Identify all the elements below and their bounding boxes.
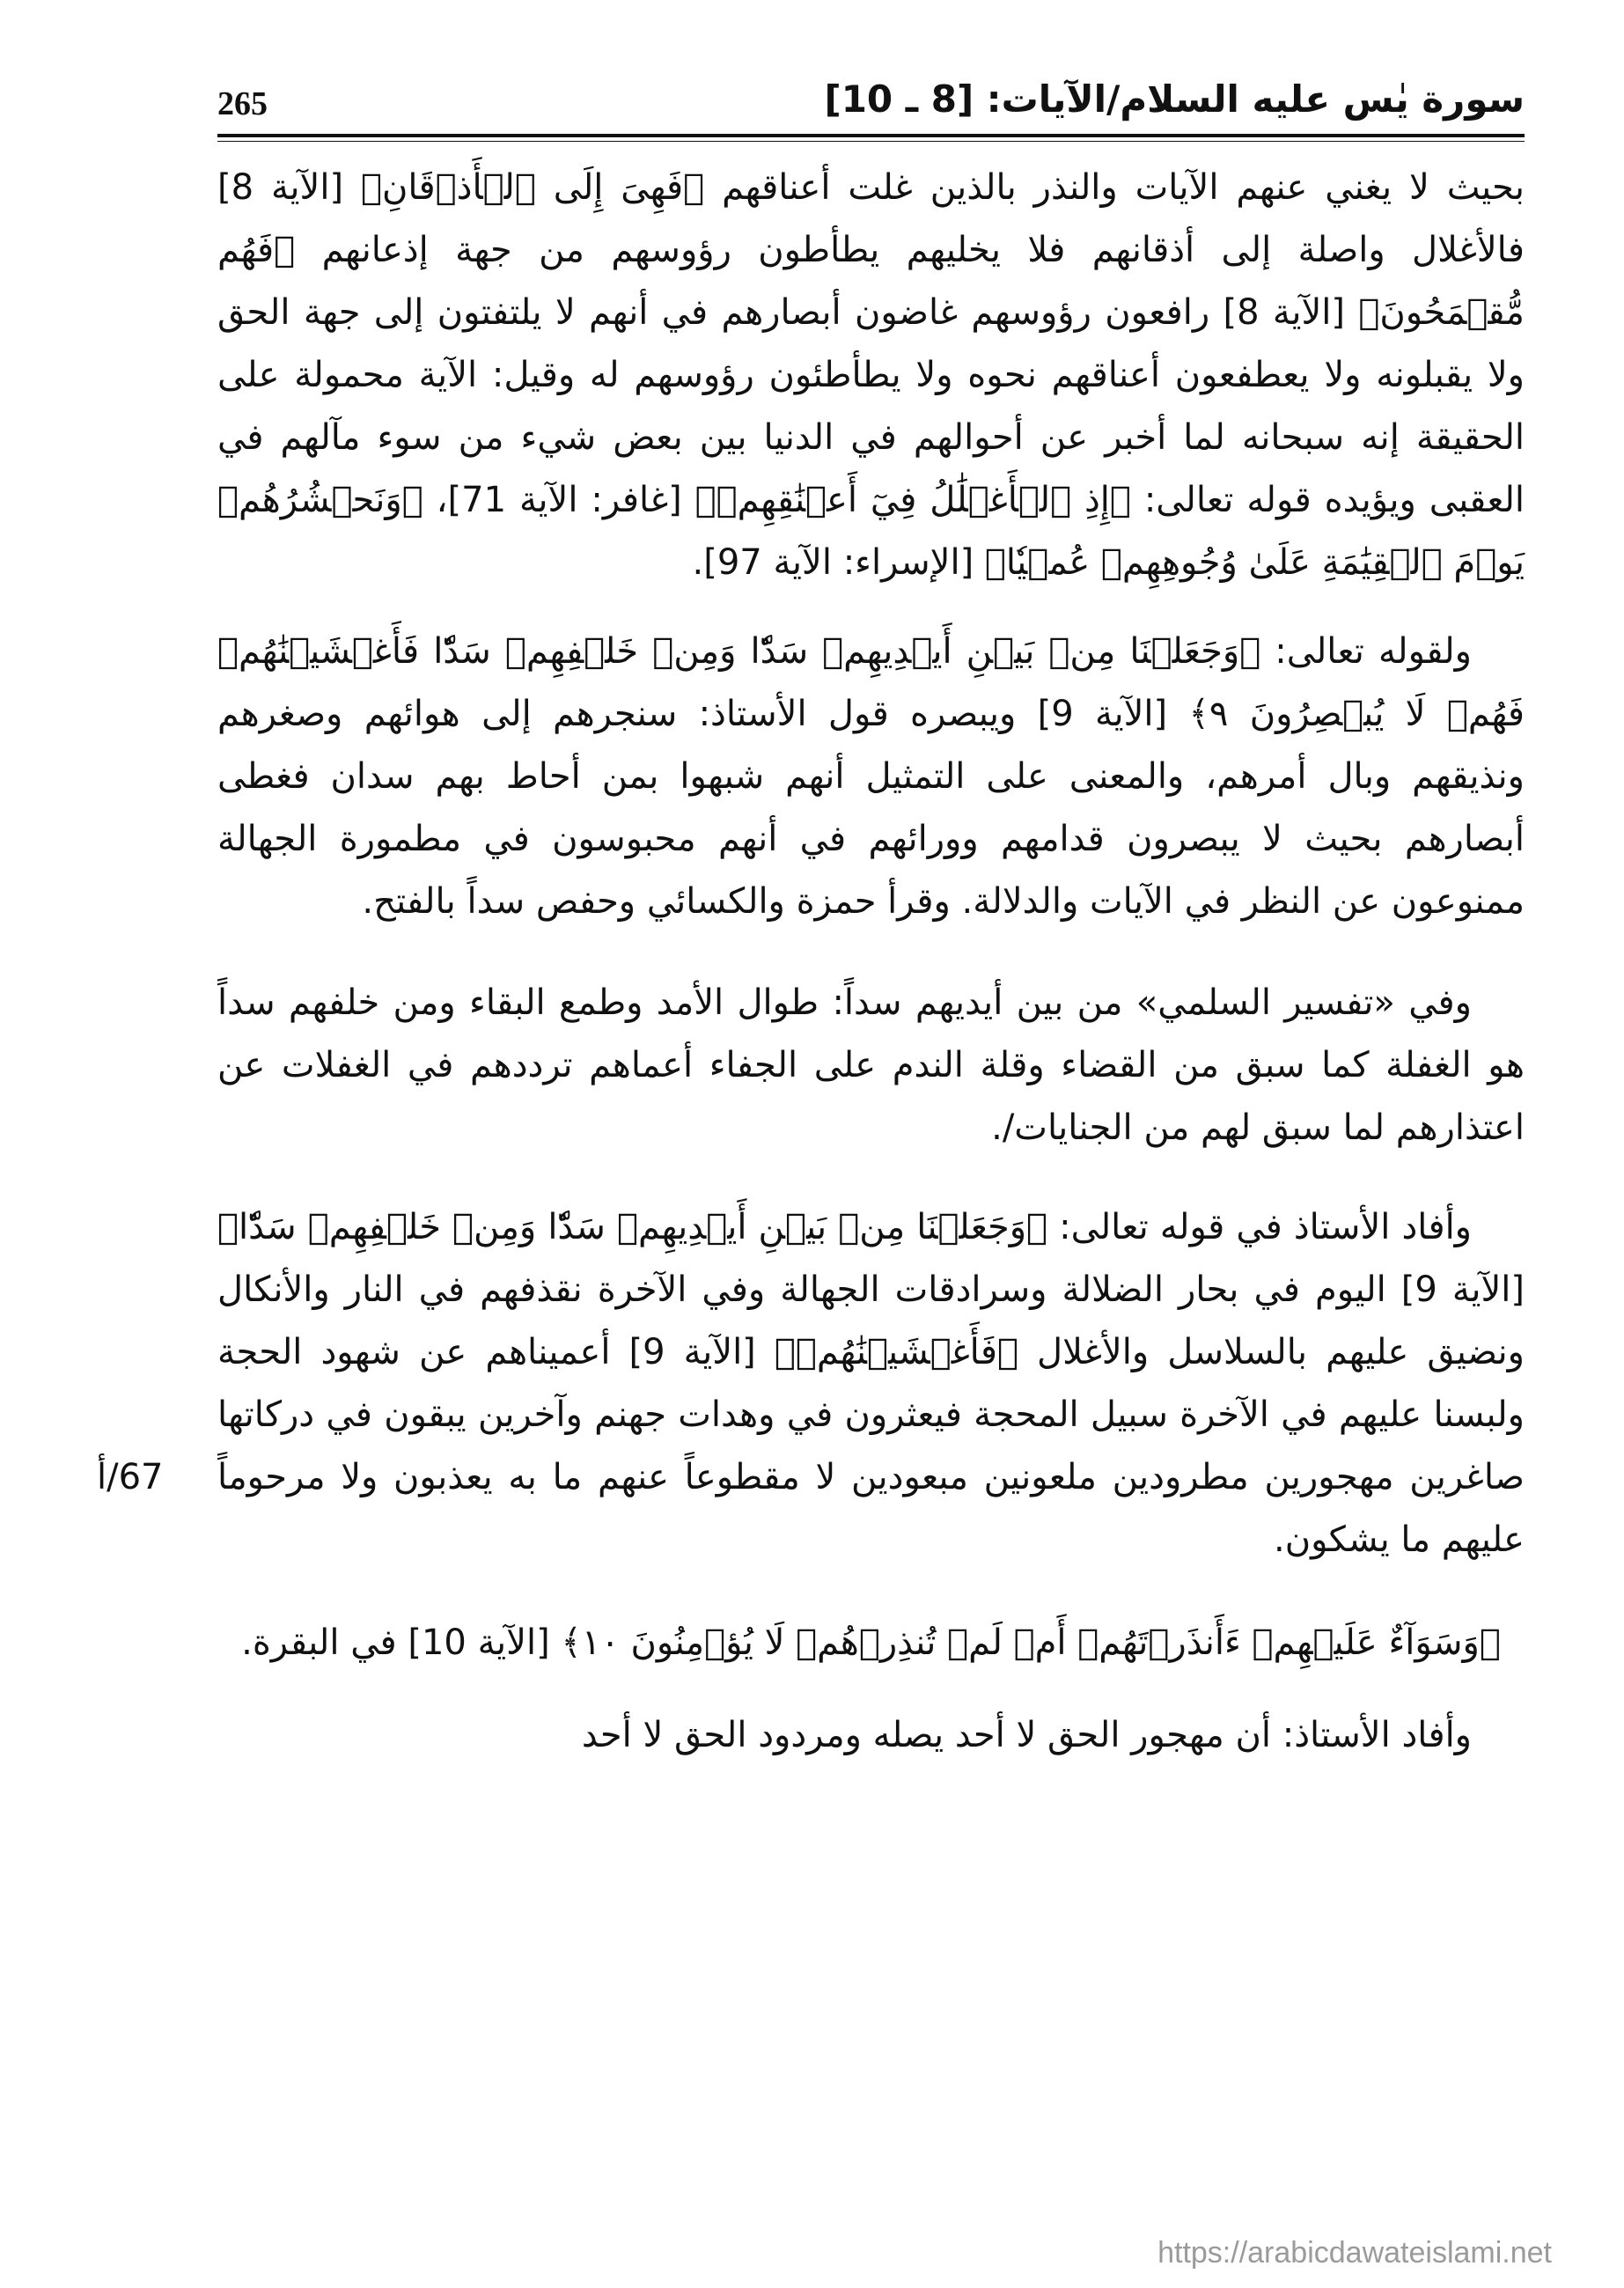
margin-note: 67/أ: [97, 1457, 164, 1497]
header-rule-thin: [217, 141, 1525, 142]
paragraph: بحيث لا يغني عنهم الآيات والنذر بالذين غلت أعناقهم ﴿فَهِىَ إِلَى ٱلۡأَذۡقَانِ﴾ [الآية 8] فالأغلال واصلة إلى أذقانهم فلا يخليهم يطأطون رؤوسهم من جهة إذعانهم ﴿فَهُم مُّقۡمَحُونَ﴾ [الآية 8] رافعون رؤوسهم غاضون أبصارهم في أنهم لا يلتفتون إلى جهة الحق ولا يقبلونه ولا يعطفعون أعناقهم نحوه ولا يطأطئون رؤوسهم له وقيل: الآية محمولة على الحقيقة إنه سبحانه لما أخبر عن أحوالهم في الدنيا بين بعض شيء من سوء مآلهم في العقبى ويؤيده قوله تعالى: ﴿إِذِ ٱلۡأَغۡلَٰلُ فِيٓ أَعۡنَٰقِهِمۡ﴾ [غافر: الآية 71]، ﴿وَنَحۡشُرُهُمۡ يَوۡمَ ٱلۡقِيَٰمَةِ عَلَىٰ وُجُوهِهِمۡ عُمۡيٗا﴾ [الإسراء: الآية 97].: [217, 167, 1525, 583]
body-text: [217, 157, 1525, 1767]
paragraph: ولقوله تعالى: ﴿وَجَعَلۡنَا مِنۢ بَيۡنِ أَيۡدِيهِمۡ سَدّٗا وَمِنۡ خَلۡفِهِمۡ سَدّٗا فَأَغۡشَيۡنَٰهُمۡ فَهُمۡ لَا يُبۡصِرُونَ ٩﴾ [الآية 9] ويبصره قول الأستاذ: سنجرهم إلى هوائهم وصغرهم ونذيقهم وبال أمرهم، والمعنى على التمثيل أنهم شبهوا بمن أحاط بهم سدان فغطى أبصارهم بحيث لا يبصرون قدامهم وورائهم في أنهم محبوسون في مطمورة الجهالة ممنوعون عن النظر في الآيات والدلالة. وقرأ حمزة والكسائي وحفص سداً بالفتح.: [217, 631, 1525, 922]
paragraph: وأفاد الأستاذ: أن مهجور الحق لا أحد يصله ومردود الحق لا أحد: [581, 1715, 1472, 1755]
running-title: سورة يٰس عليه السلام/الآيات: [8 ـ 10]: [824, 77, 1525, 121]
paragraph: وفي «تفسير السلمي» من بين أيديهم سداً: طوال الأمد وطمع البقاء ومن خلفهم سداً هو الغفلة كما سبق من القضاء وقلة الندم على الجفاء أعماهم ترددهم في الغفلات عن اعتذارهم لما سبق لهم من الجنايات/.: [217, 982, 1525, 1148]
verse-line: ﴿وَسَوَآءٌ عَلَيۡهِمۡ ءَأَنذَرۡتَهُمۡ أَمۡ لَمۡ تُنذِرۡهُمۡ لَا يُؤۡمِنُونَ ١٠﴾ [الآية 10] في البقرة.: [241, 1622, 1501, 1663]
page-number: 265: [217, 85, 268, 122]
header-rule: [217, 134, 1525, 137]
watermark: https://arabicdawateislami.net: [1157, 2236, 1552, 2270]
paragraph: وأفاد الأستاذ في قوله تعالى: ﴿وَجَعَلۡنَا مِنۢ بَيۡنِ أَيۡدِيهِمۡ سَدّٗا وَمِنۡ خَلۡفِهِمۡ سَدّٗا﴾ [الآية 9] اليوم في بحار الضلالة وسرادقات الجهالة وفي الآخرة نقذفهم في النار والأنكال ونضيق عليهم بالسلاسل والأغلال ﴿فَأَغۡشَيۡنَٰهُمۡ﴾ [الآية 9] أعميناهم عن شهود الحجة ولبسنا عليهم في الآخرة سبيل المحجة فيعثرون في وهدات جهنم وآخرين يبقون في دركاتها صاغرين مهجورين مطرودين ملعونين مبعودين لا مقطوعاً عنهم ما به يعذبون ولا مرحوماً عليهم ما يشكون.: [217, 1207, 1525, 1560]
page-header: [217, 77, 1525, 130]
